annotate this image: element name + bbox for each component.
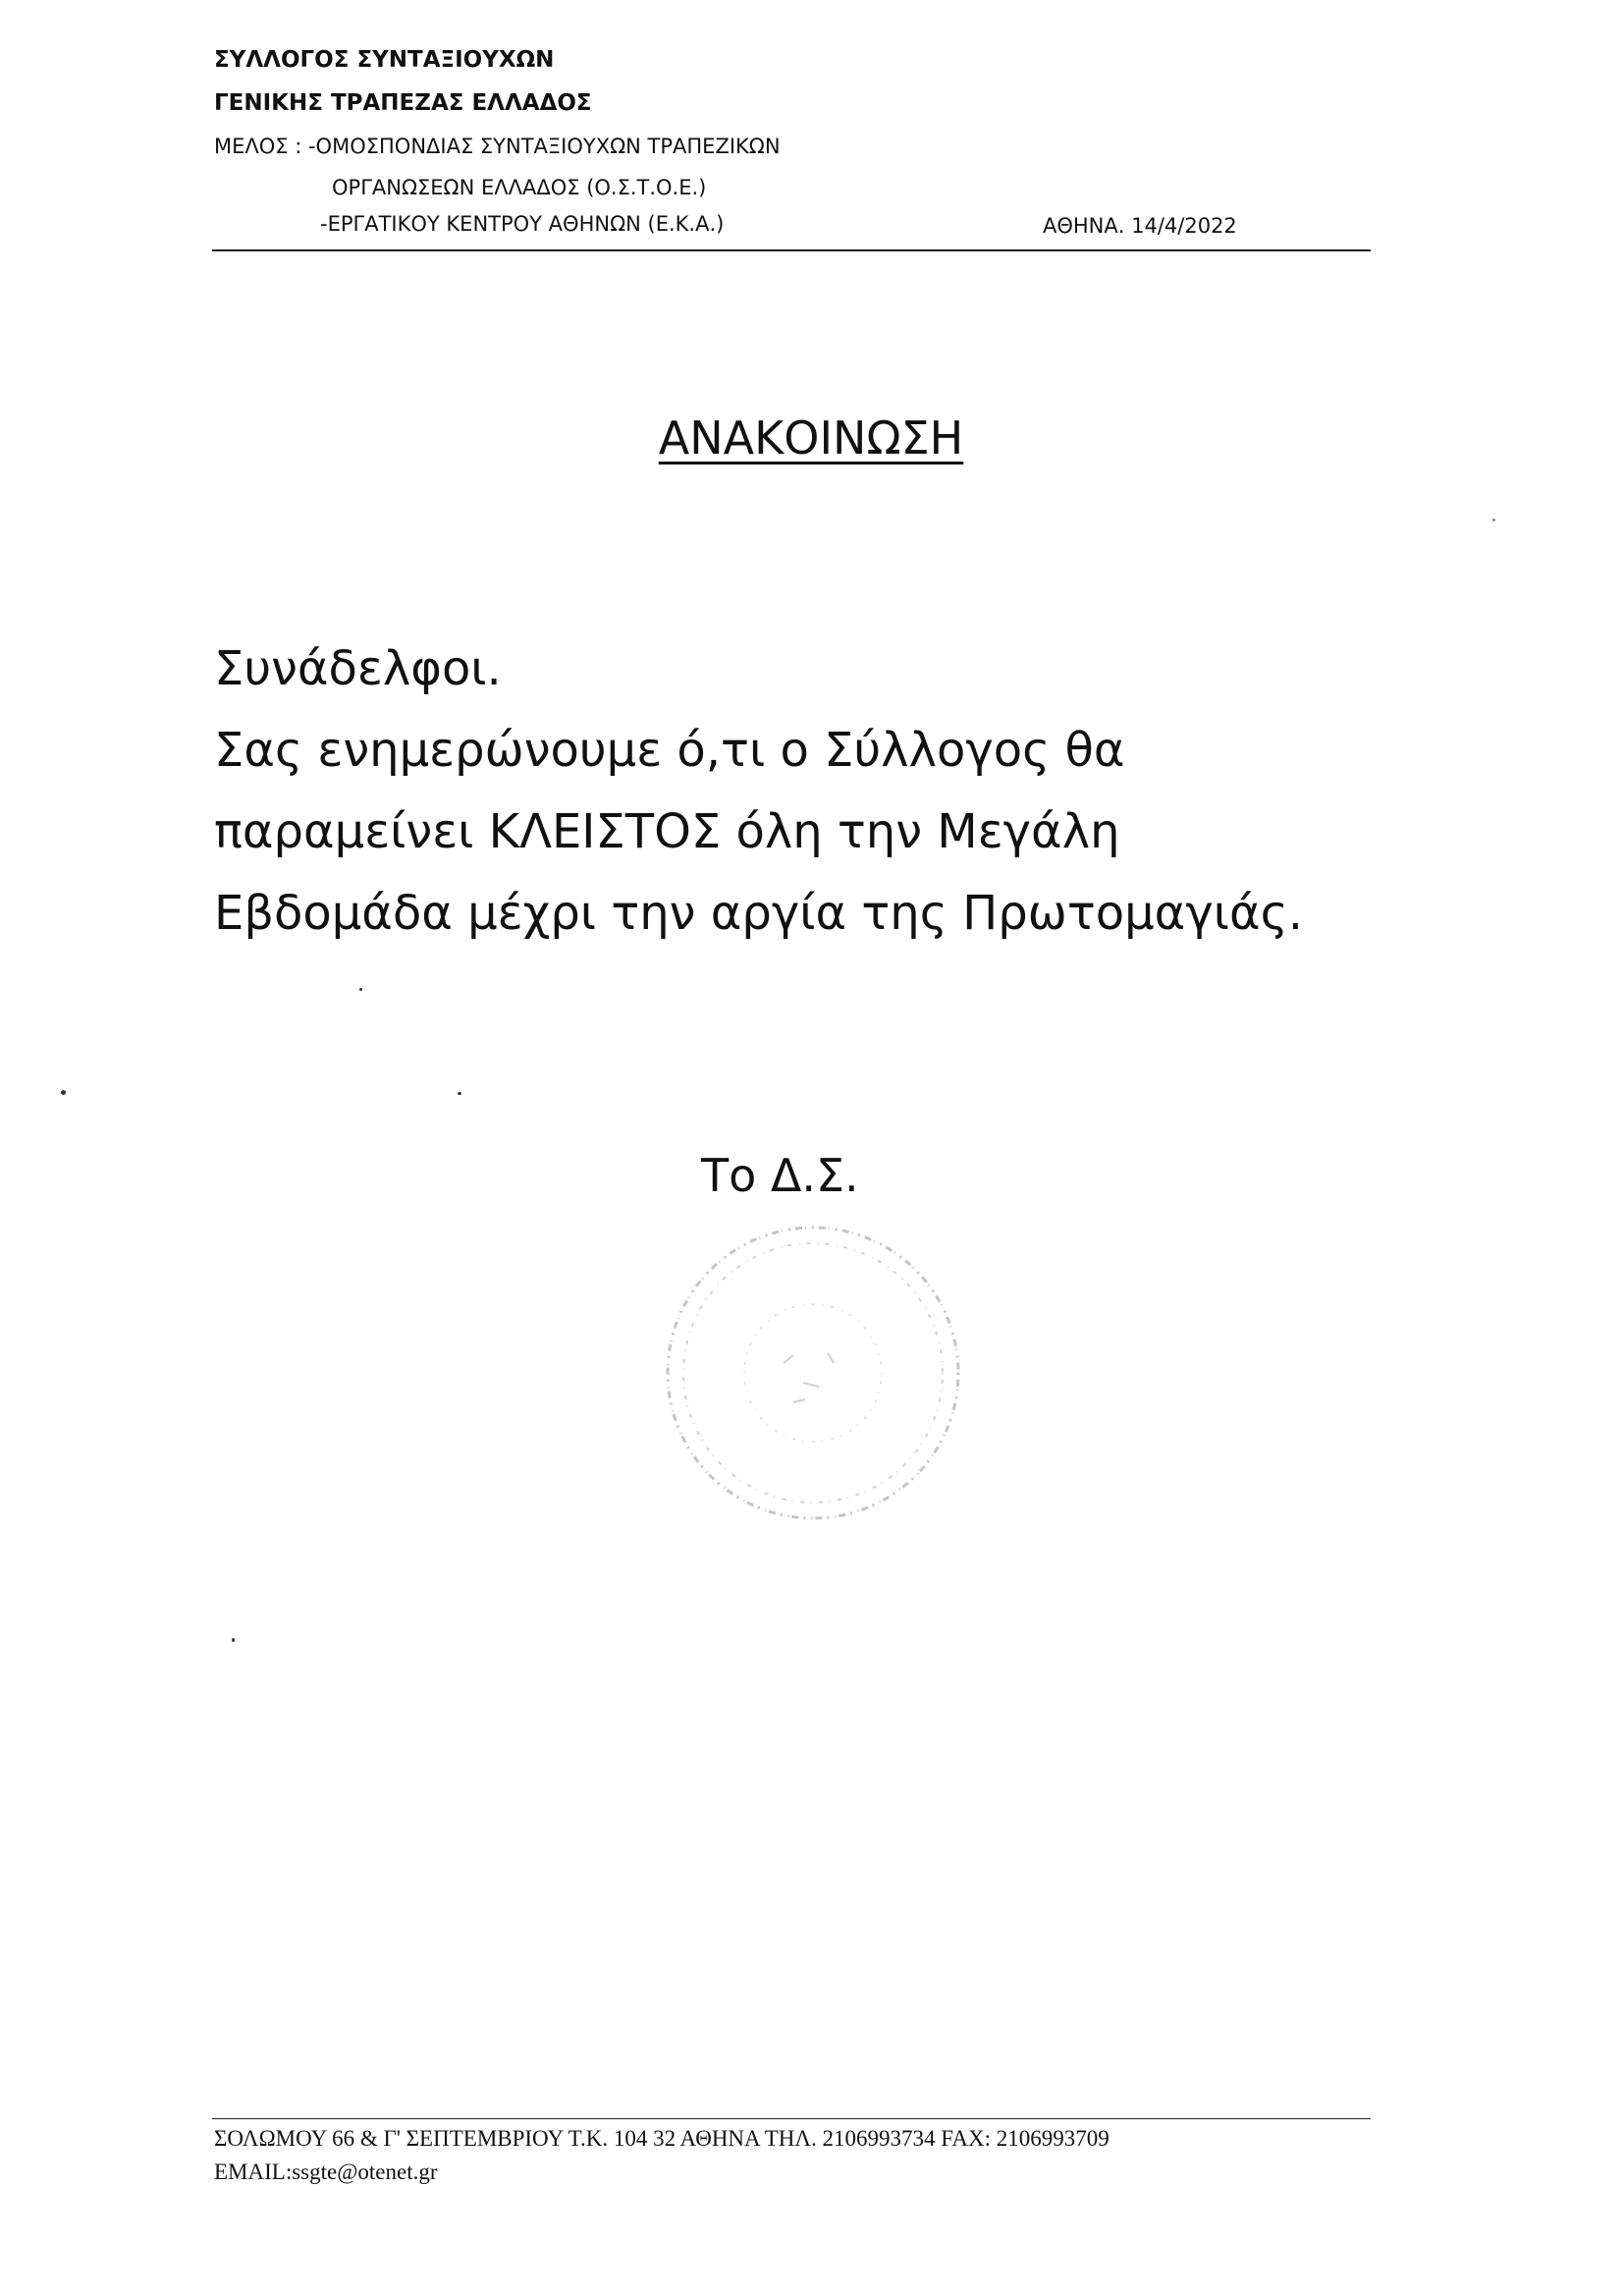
scan-speck — [61, 1090, 66, 1095]
document-date: ΑΘΗΝΑ. 14/4/2022 — [1043, 214, 1237, 238]
scan-speck — [1492, 519, 1495, 521]
official-stamp-seal — [656, 1216, 970, 1530]
scan-speck — [359, 988, 362, 991]
org-name-line2: ΓΕΝΙΚΗΣ ΤΡΑΠΕΖΑΣ ΕΛΛΑΔΟΣ — [214, 90, 592, 116]
footer-email: EMAIL:ssgte@otenet.gr — [214, 2159, 438, 2184]
body-line: Εβδομάδα μέχρι την αργία της Πρωτομαγιάς. — [214, 886, 1304, 941]
signature: Το Δ.Σ. — [701, 1149, 859, 1202]
body-line: Σας ενημερώνουμε ό,τι ο Σύλλογος θα — [214, 723, 1125, 778]
header-divider — [212, 249, 1371, 251]
announcement-title-text: ΑΝΑΚΟΙΝΩΣΗ — [658, 411, 964, 465]
membership-line3: -ΕΡΓΑΤΙΚΟΥ ΚΕΝΤΡΟΥ ΑΘΗΝΩΝ (Ε.Κ.Α.) — [320, 212, 725, 236]
membership-line1: ΜΕΛΟΣ : -ΟΜΟΣΠΟΝΔΙΑΣ ΣΥΝΤΑΞΙΟΥΧΩΝ ΤΡΑΠΕΖΙΚΩΝ — [214, 135, 781, 158]
org-name-line1: ΣΥΛΛΟΓΟΣ ΣΥΝΤΑΞΙΟΥΧΩΝ — [214, 47, 555, 73]
body-line: Συνάδελφοι. — [214, 641, 502, 696]
announcement-body — [214, 629, 1451, 955]
body-line: παραμείνει ΚΛΕΙΣΤΟΣ όλη την Μεγάλη — [214, 804, 1120, 859]
footer-divider — [212, 2118, 1371, 2119]
membership-line2: ΟΡΓΑΝΩΣΕΩΝ ΕΛΛΑΔΟΣ (Ο.Σ.Τ.Ο.Ε.) — [332, 176, 707, 199]
announcement-title — [0, 410, 1624, 465]
scan-speck — [458, 1092, 461, 1095]
footer-address: ΣΟΛΩΜΟΥ 66 & Γ' ΣΕΠΤΕΜΒΡΙΟΥ Τ.Κ. 104 32 ΑΘΗΝΑ ΤΗΛ. 2106993734 FAX: 2106993709 — [214, 2126, 1110, 2151]
scan-speck — [232, 1638, 235, 1642]
